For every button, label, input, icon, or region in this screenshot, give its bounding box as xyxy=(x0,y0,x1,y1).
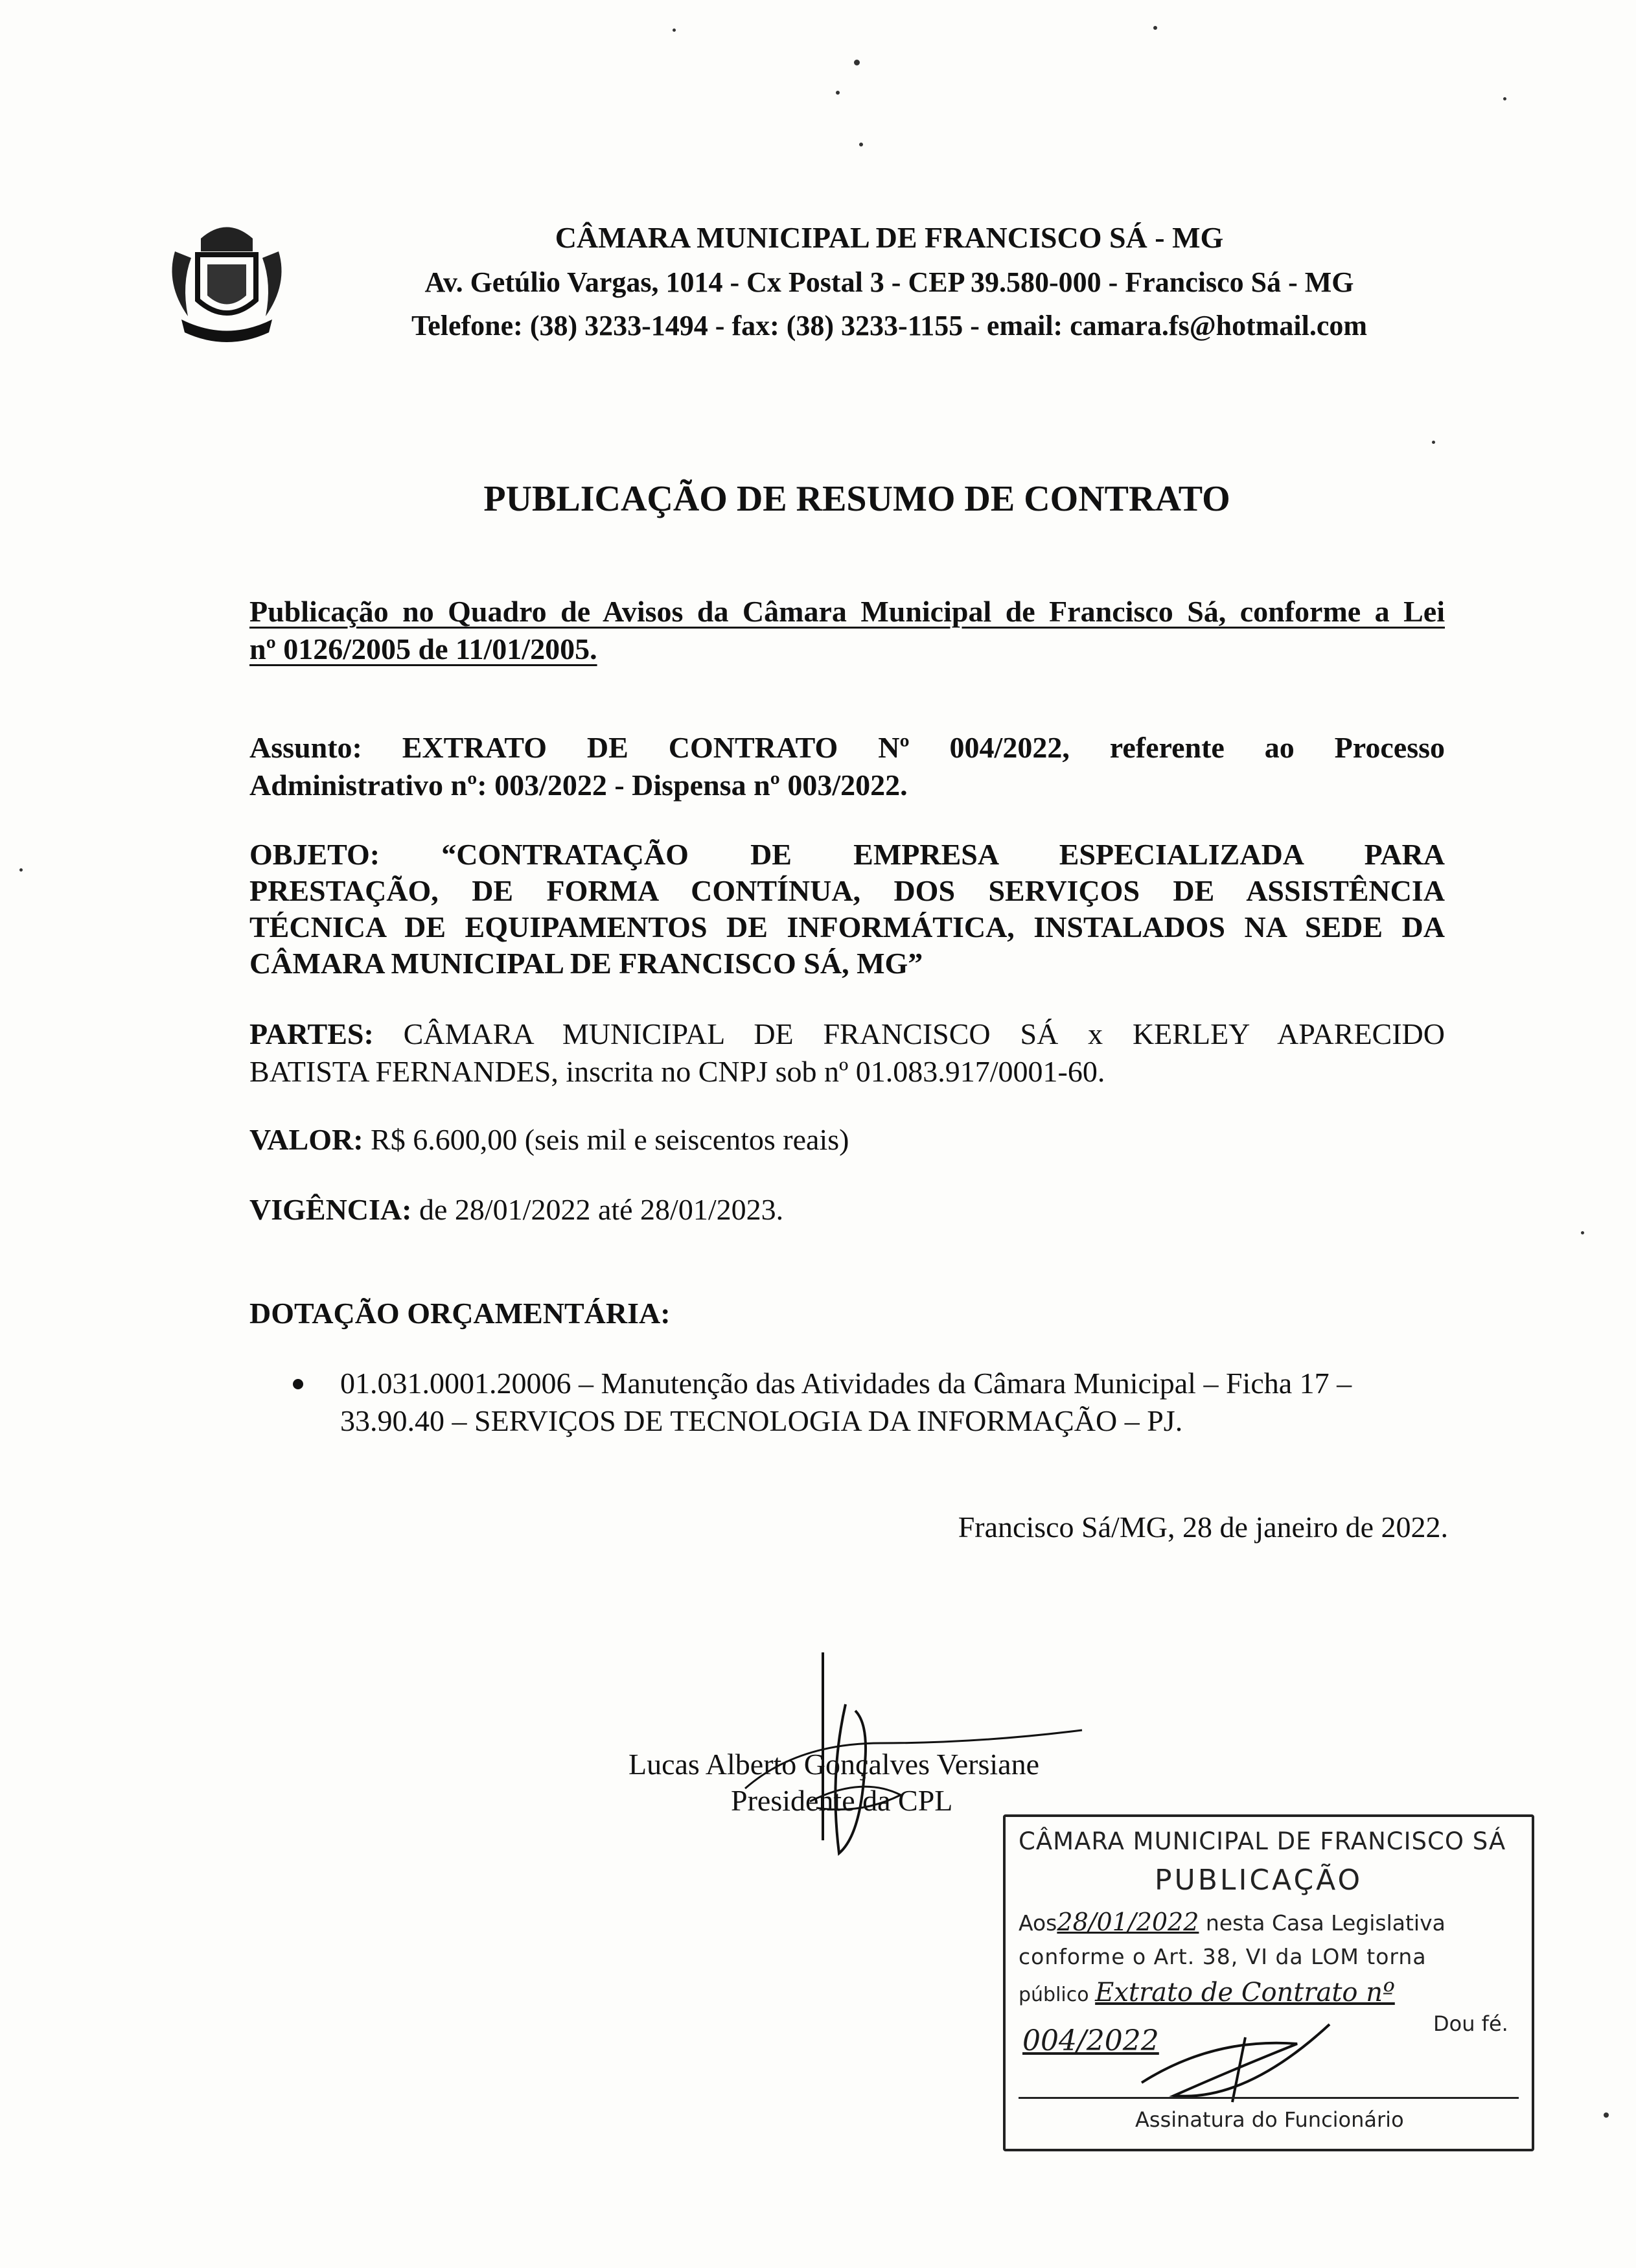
partes-line xyxy=(249,1015,1445,1053)
assunto-line: Administrativo nº: 003/2022 - Dispensa nº 003/2022. xyxy=(249,769,908,802)
partes-label: PARTES: xyxy=(249,1017,374,1050)
stamp-institution: CÂMARA MUNICIPAL DE FRANCISCO SÁ xyxy=(1019,1827,1506,1855)
objeto-line: TÉCNICA DE EQUIPAMENTOS DE INFORMÁTICA, INSTALADOS NA SEDE DA xyxy=(249,910,1445,943)
publication-note-line: nº 0126/2005 de 11/01/2005. xyxy=(249,632,597,665)
valor-line xyxy=(249,1121,1445,1159)
scan-speck xyxy=(854,60,860,65)
scan-speck xyxy=(1432,441,1435,444)
stamp-aos-line xyxy=(1019,1908,1446,1936)
valor-label: VALOR: xyxy=(249,1123,363,1156)
document-heading: PUBLICAÇÃO DE RESUMO DE CONTRATO xyxy=(483,479,1230,519)
partes-text: CÂMARA MUNICIPAL DE FRANCISCO SÁ x KERLEY APARECIDO xyxy=(403,1017,1445,1050)
dotacao-heading: DOTAÇÃO ORÇAMENTÁRIA: xyxy=(249,1297,671,1330)
partes-line: BATISTA FERNANDES, inscrita no CNPJ sob nº 01.083.917/0001-60. xyxy=(249,1055,1105,1088)
institution-title: CÂMARA MUNICIPAL DE FRANCISCO SÁ - MG xyxy=(555,221,1224,254)
stamp-signature-line xyxy=(1019,2097,1519,2099)
stamp-aos-date: 28/01/2022 xyxy=(1057,1908,1199,1936)
bullet-icon xyxy=(293,1379,303,1389)
stamp-aos-rest: nesta Casa Legislativa xyxy=(1205,1910,1446,1936)
objeto-line: CÂMARA MUNICIPAL DE FRANCISCO SÁ, MG” xyxy=(249,947,923,980)
stamp-handwritten-number: 004/2022 xyxy=(1022,2024,1159,2057)
vigencia-line xyxy=(249,1191,1445,1229)
scan-speck xyxy=(1604,2112,1609,2118)
institution-address: Av. Getúlio Vargas, 1014 - Cx Postal 3 - CEP 39.580-000 - Francisco Sá - MG xyxy=(424,266,1354,298)
stamp-signature-caption: Assinatura do Funcionário xyxy=(1135,2107,1404,2132)
stamp-publico-line xyxy=(1019,1978,1395,2008)
dotacao-line: 01.031.0001.20006 – Manutenção das Atividades da Câmara Municipal – Ficha 17 – xyxy=(340,1367,1352,1400)
stamp-publico-label: público xyxy=(1019,1984,1089,2006)
stamp-signature-scribble xyxy=(1135,2011,1349,2109)
scan-speck xyxy=(1153,26,1157,30)
scan-speck xyxy=(1581,1231,1584,1234)
publication-note-line: Publicação no Quadro de Avisos da Câmara Municipal de Francisco Sá, conforme a Lei xyxy=(249,595,1445,628)
signer-name: Lucas Alberto Gonçalves Versiane xyxy=(628,1748,1040,1781)
stamp-aos-label: Aos xyxy=(1019,1910,1057,1936)
objeto-line: OBJETO: “CONTRATAÇÃO DE EMPRESA ESPECIALIZADA PARA xyxy=(249,838,1445,871)
assunto-line: Assunto: EXTRATO DE CONTRATO Nº 004/2022, referente ao Processo xyxy=(249,731,1445,764)
vigencia-label: VIGÊNCIA: xyxy=(249,1193,412,1226)
institution-contact: Telefone: (38) 3233-1494 - fax: (38) 3233-1155 - email: camara.fs@hotmail.com xyxy=(411,310,1368,341)
stamp-dou-fe: Dou fé. xyxy=(1433,2011,1508,2036)
stamp-conforme-line: conforme o Art. 38, VI da LOM torna xyxy=(1019,1944,1427,1969)
scan-speck xyxy=(19,868,23,872)
scan-speck xyxy=(673,29,676,32)
scan-speck xyxy=(836,91,840,95)
scan-speck xyxy=(1503,97,1506,100)
valor-text: R$ 6.600,00 (seis mil e seiscentos reais) xyxy=(371,1123,849,1156)
publication-stamp xyxy=(1003,1814,1534,2151)
vigencia-text: de 28/01/2022 até 28/01/2023. xyxy=(419,1193,784,1226)
stamp-title: PUBLICAÇÃO xyxy=(1155,1864,1363,1897)
signer-role: Presidente da CPL xyxy=(731,1784,953,1817)
stamp-publico-handwritten: Extrato de Contrato nº xyxy=(1095,1978,1395,2008)
objeto-line: PRESTAÇÃO, DE FORMA CONTÍNUA, DOS SERVIÇOS DE ASSISTÊNCIA xyxy=(249,874,1445,907)
place-date: Francisco Sá/MG, 28 de janeiro de 2022. xyxy=(958,1510,1448,1544)
dotacao-line: 33.90.40 – SERVIÇOS DE TECNOLOGIA DA INFORMAÇÃO – PJ. xyxy=(340,1404,1183,1437)
scan-speck xyxy=(859,143,863,146)
